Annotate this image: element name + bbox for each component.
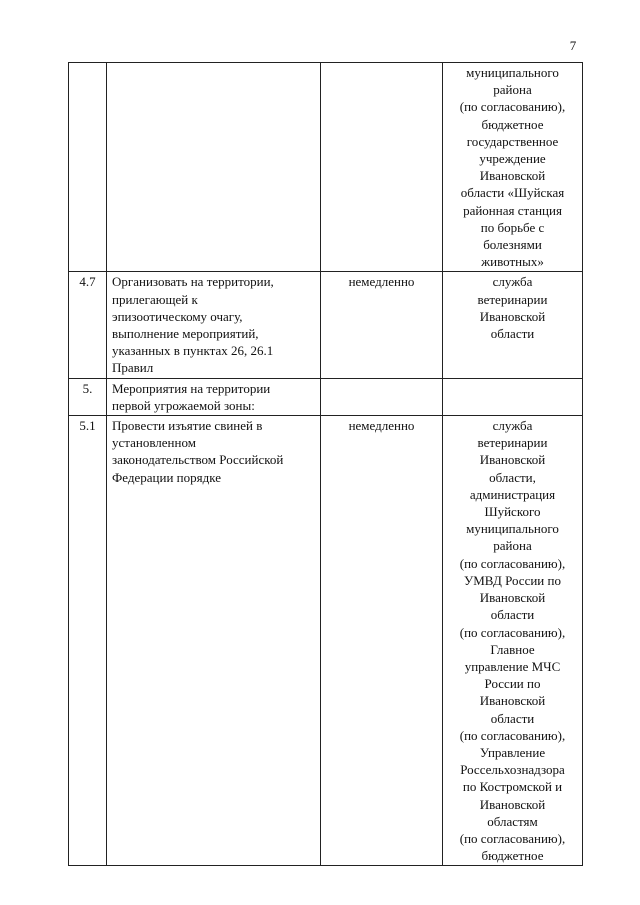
responsible-cell xyxy=(443,272,583,378)
responsible-text-line: управление МЧС xyxy=(464,658,561,674)
responsible-text-line: по борьбе с xyxy=(480,219,545,235)
action-cell xyxy=(107,378,321,415)
table-row xyxy=(69,416,583,866)
responsible-text-line: по Костромской и xyxy=(462,779,563,795)
responsible-text-line: УМВД России по xyxy=(464,572,561,588)
responsible-text-line: области xyxy=(490,607,535,623)
responsible-text-line: муниципального xyxy=(466,521,559,537)
responsible-text-line: ветеринарии xyxy=(477,435,548,451)
action-text-line: эпизоотическому очагу, xyxy=(112,308,243,324)
action-text-line: первой угрожаемой зоны: xyxy=(112,397,255,413)
term-cell: немедленно xyxy=(321,272,443,378)
responsible-text-line: областям xyxy=(487,813,538,829)
table-row xyxy=(69,378,583,415)
action-text-line: установленном xyxy=(112,435,196,451)
action-text-line: Мероприятия на территории xyxy=(112,380,271,396)
action-text-line: Провести изъятие свиней в xyxy=(112,418,263,434)
responsible-text-line: района xyxy=(493,538,532,554)
responsible-text-line: бюджетное xyxy=(481,116,544,132)
responsible-text-line: животных» xyxy=(481,254,544,270)
responsible-text-line: муниципального xyxy=(466,65,559,80)
responsible-text-line: области xyxy=(490,326,535,342)
responsible-text-line: Ивановской xyxy=(479,308,546,324)
action-text-line: указанных в пунктах 26, 26.1 xyxy=(112,343,274,359)
responsible-text-line: (по согласованию), xyxy=(459,830,566,846)
responsible-text-line: Главное xyxy=(490,641,535,657)
responsible-text-line: Ивановской xyxy=(479,168,546,184)
responsible-text-line: районная станция xyxy=(463,202,562,218)
responsible-text-line: Ивановской xyxy=(479,693,546,709)
row-number-cell xyxy=(69,63,107,272)
responsible-text-line: области, xyxy=(489,469,536,485)
responsible-text-line: района xyxy=(493,82,532,98)
responsible-cell xyxy=(443,378,583,415)
action-text-line: законодательством Российской xyxy=(112,452,284,468)
measures-table xyxy=(68,62,583,866)
action-cell xyxy=(107,272,321,378)
responsible-text-line: администрация xyxy=(469,486,556,502)
responsible-text-line: области «Шуйская xyxy=(460,185,565,201)
action-text-line: Федерации порядке xyxy=(112,469,221,485)
responsible-text-line: служба xyxy=(492,274,533,290)
responsible-text-line: Управление xyxy=(479,744,546,760)
table-row xyxy=(69,63,583,272)
responsible-text-line: России по xyxy=(484,676,541,692)
measures-table-body xyxy=(69,63,583,866)
term-cell xyxy=(321,378,443,415)
responsible-text-line: Ивановской xyxy=(479,590,546,606)
responsible-text-line: ветеринарии xyxy=(477,291,548,307)
action-cell xyxy=(107,416,321,866)
responsible-text-line: Шуйского xyxy=(484,504,541,520)
term-cell: немедленно xyxy=(321,416,443,866)
action-text-line: прилегающей к xyxy=(112,291,198,307)
responsible-text-line: служба xyxy=(492,418,533,434)
row-number-cell: 5.1 xyxy=(69,416,107,866)
responsible-text-line: Ивановской xyxy=(479,452,546,468)
responsible-cell xyxy=(443,416,583,866)
row-number-cell: 4.7 xyxy=(69,272,107,378)
responsible-text-line: области xyxy=(490,710,535,726)
responsible-text-line: (по согласованию), xyxy=(459,555,566,571)
responsible-text-line: бюджетное xyxy=(481,848,544,864)
action-text-line: выполнение мероприятий, xyxy=(112,326,259,342)
responsible-text-line: Россельхознадзора xyxy=(460,762,565,778)
responsible-cell xyxy=(443,63,583,272)
responsible-text-line: болезнями xyxy=(483,237,542,253)
responsible-text-line: (по согласованию), xyxy=(459,99,566,115)
term-cell xyxy=(321,63,443,272)
action-cell xyxy=(107,63,321,272)
row-number-cell: 5. xyxy=(69,378,107,415)
page-number: 7 xyxy=(569,38,577,53)
responsible-text-line: Ивановской xyxy=(479,796,546,812)
table-row xyxy=(69,272,583,378)
responsible-text-line: (по согласованию), xyxy=(459,624,566,640)
responsible-text-line: государственное xyxy=(466,133,559,149)
action-text-line: Правил xyxy=(112,360,154,376)
action-text-line: Организовать на территории, xyxy=(112,274,274,290)
responsible-text-line: (по согласованию), xyxy=(459,727,566,743)
responsible-text-line: учреждение xyxy=(479,151,546,167)
